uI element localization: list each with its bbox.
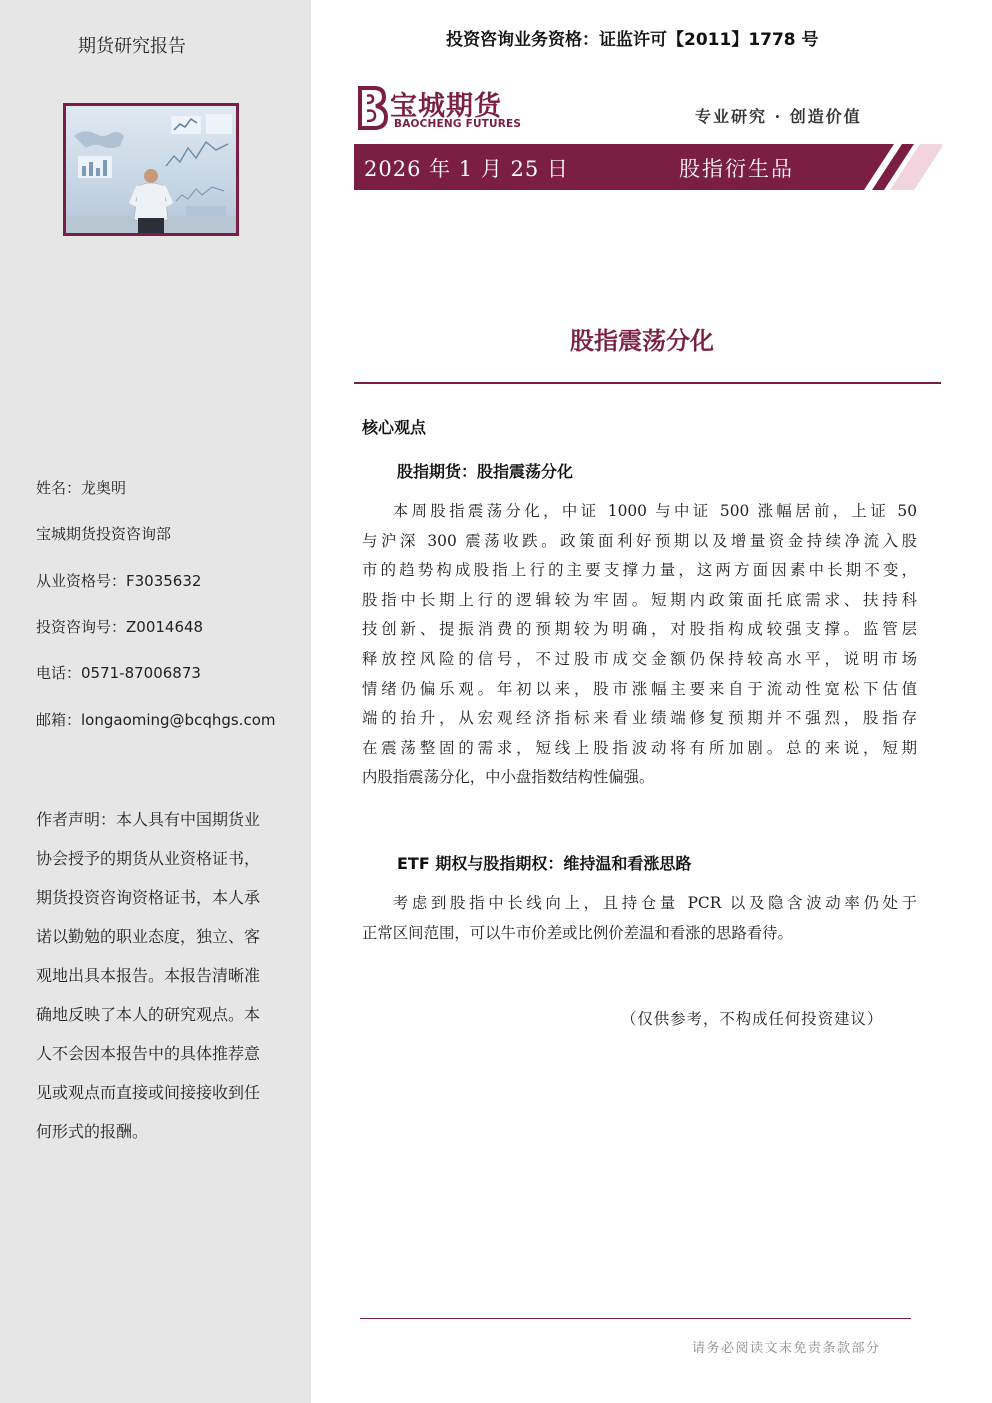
title-divider: [354, 382, 941, 384]
investment-disclaimer: （仅供参考，不构成任何投资建议）: [621, 1010, 884, 1028]
section-body-options: [362, 889, 917, 948]
paragraph-line: 本周股指震荡分化，中证 1000 与中证 500 涨幅居前，上证 50: [392, 502, 917, 520]
report-type-label: 期货研究报告: [78, 36, 186, 57]
section-body-index-futures: [362, 497, 917, 793]
report-date: 2026 年 1 月 25 日: [364, 157, 569, 181]
author-declaration: 作者声明：本人具有中国期货业协会授予的期货从业资格证书，期货投资咨询资格证书，本人承诺以勤勉的职业态度，独立、客观地出具本报告。本报告清晰准确地反映了本人的研究观点。本人不会因本报告中的具体推荐意见或观点而直接或间接接收到任何形式的报酬。: [36, 810, 261, 1141]
report-title: 股指震荡分化: [570, 327, 714, 355]
logo-text-en: BAOCHENG FUTURES: [394, 118, 522, 130]
core-viewpoint-heading: 核心观点: [362, 418, 427, 437]
section-heading-options: ETF 期权与股指期权：维持温和看涨思路: [397, 854, 692, 873]
analyst-department: 宝城期货投资咨询部: [36, 525, 172, 543]
footer-note: 请务必阅读文末免责条款部分: [692, 1341, 881, 1356]
analyst-qualification-no: 从业资格号：F3035632: [36, 572, 202, 590]
paragraph-line: 正常区间范围，可以牛市价差或比例价差温和看涨的思路看待。: [362, 923, 793, 942]
paragraph-line: 在震荡整固的需求，短线上股指波动将有所加剧。总的来说，短期: [362, 738, 917, 757]
paragraph-line: 端的抬升，从宏观经济指标来看业绩端修复预期并不强烈，股指存: [362, 709, 917, 728]
analyst-phone: 电话：0571-87006873: [36, 664, 201, 682]
paragraph-line: 股指中长期上行的逻辑较为牢固。短期内政策面托底需求、扶持科: [362, 590, 917, 609]
section-heading-index-futures: 股指期货：股指震荡分化: [397, 462, 574, 481]
logo-text-cn: 宝城期货: [390, 91, 502, 122]
footer-divider: [360, 1318, 911, 1319]
paragraph-line: 与沪深 300 震荡收跌。政策面利好预期以及增量资金持续净流入股: [362, 531, 917, 550]
paragraph-line: 情绪仍偏乐观。年初以来，股市涨幅主要来自于流动性宽松下估值: [362, 679, 917, 698]
analyst-photo-illustration: [63, 103, 239, 236]
company-logo: [354, 84, 524, 132]
company-slogan: 专业研究 · 创造价值: [695, 107, 862, 126]
paragraph-line: 技创新、提振消费的预期较为明确，对股指构成较强支撑。监管层: [362, 620, 917, 639]
paragraph-line: 市的趋势构成股指上行的主要支撑力量，这两方面因素中长期不变，: [362, 561, 917, 580]
paragraph-line: 释放控风险的信号，不过股市成交金额仍保持较高水平，说明市场: [362, 649, 917, 668]
paragraph-line: 考虑到股指中长线向上，且持仓量 PCR 以及隐含波动率仍处于: [392, 894, 917, 912]
paragraph-line: 内股指震荡分化，中小盘指数结构性偏强。: [362, 768, 655, 787]
report-category: 股指衍生品: [679, 157, 794, 181]
analyst-email: 邮箱：longaoming@bcqhgs.com: [36, 711, 276, 729]
analyst-name: 姓名：龙奥明: [36, 479, 127, 497]
logo-mark-icon: [354, 84, 388, 130]
sidebar: [0, 0, 311, 1403]
license-line: 投资咨询业务资格：证监许可【2011】1778 号: [446, 30, 819, 50]
analyst-consulting-no: 投资咨询号：Z0014648: [36, 618, 204, 636]
